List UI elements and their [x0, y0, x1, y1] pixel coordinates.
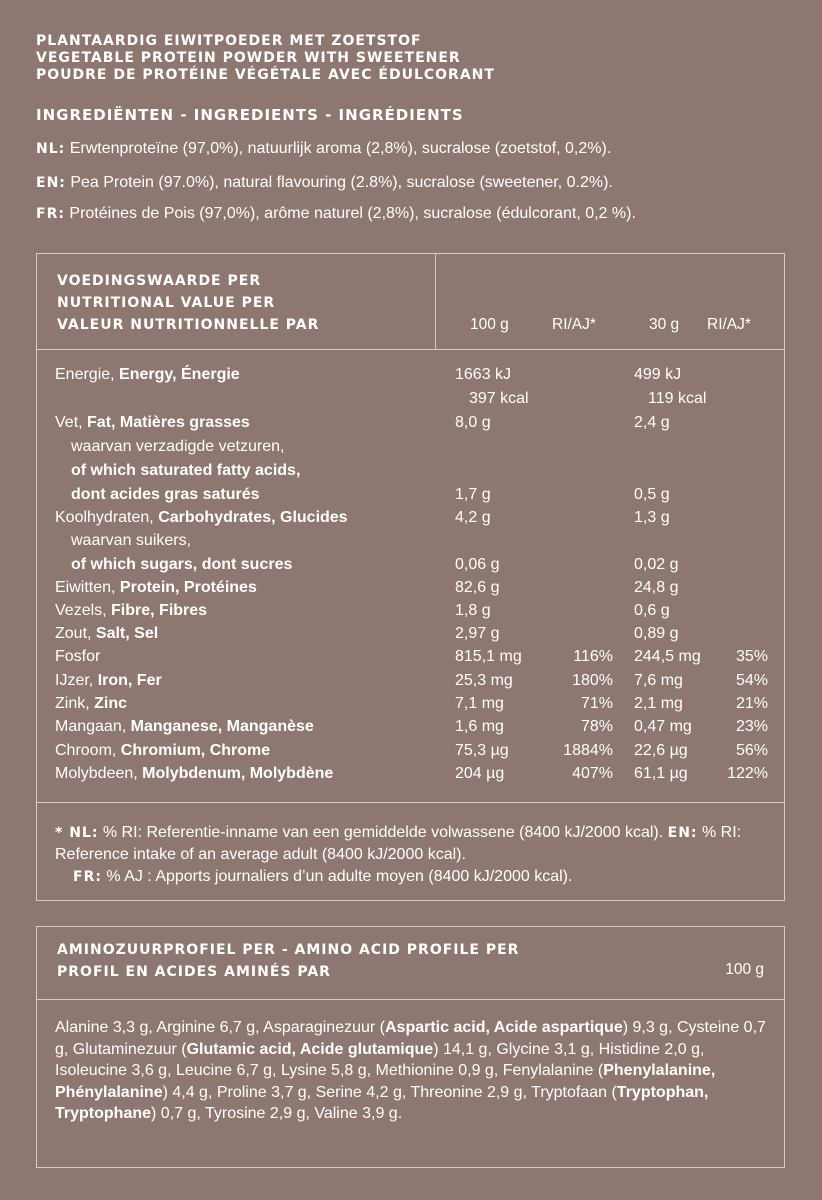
title-nl: PLANTAARDIG EIWITPOEDER MET ZOETSTOF: [36, 33, 422, 49]
amino-text-5: ) 0,7 g, Tyrosine 2,9 g, Valine 3,9 g.: [151, 1105, 403, 1122]
title-fr: POUDRE DE PROTÉINE VÉGÉTALE AVEC ÉDULCORANT: [36, 67, 495, 83]
footnote-nl-code: * NL:: [55, 825, 99, 841]
value-per-100g: 82,6 g: [455, 579, 500, 596]
value-per-100g: 25,3 mg: [455, 672, 513, 689]
nutrition-footnote: [55, 822, 775, 888]
value-per-30g: 0,89 g: [634, 625, 679, 642]
nutrition-header-en: NUTRITIONAL VALUE PER: [57, 295, 276, 311]
nutrition-row: [37, 414, 786, 437]
nutrient-label: [55, 509, 348, 527]
nutrient-label-nl: Chroom,: [55, 742, 121, 759]
nutrition-row: [37, 718, 786, 741]
nutrition-row: [37, 462, 786, 485]
nutrition-row: [37, 695, 786, 718]
nutrition-header-fr: VALEUR NUTRITIONNELLE PAR: [57, 317, 320, 333]
nutrition-row: [37, 556, 786, 579]
nutrient-label: [71, 462, 300, 480]
header-divider: [37, 349, 784, 350]
nutrient-label: [55, 366, 240, 384]
ri-per-30g: 54%: [735, 672, 768, 689]
amino-acid-table: [36, 926, 785, 1168]
nutrient-label-nl: waarvan verzadigde vetzuren,: [71, 438, 285, 455]
value-per-30g: 0,47 mg: [634, 718, 692, 735]
col-header-30g: 30 g: [649, 316, 680, 333]
nutrient-label: [55, 602, 207, 620]
ri-per-30g: 56%: [735, 742, 768, 759]
amino-text-3: ) 14,1 g, Glycine 3,1 g, Histidine 2,0 g, Isoleucine 3,6 g, Leucine 6,7 g, Lysine 5,8 g, Methionine 0,9 g, Fenylalanine (: [55, 1040, 705, 1079]
amino-text-2: ) 9,3 g, Cysteine 0,7 g, Glutaminezuur (: [55, 1019, 766, 1058]
lang-code-fr: FR:: [36, 206, 65, 222]
nutrient-label-en-fr: Chromium, Chrome: [120, 742, 271, 759]
amino-col-100g: 100 g: [725, 961, 764, 978]
value-per-30g: 0,02 g: [634, 556, 679, 573]
nutrient-label-nl: Eiwitten,: [55, 579, 120, 596]
nutrient-label-en-fr: Salt, Sel: [95, 625, 159, 642]
nutrient-label-nl: Koolhydraten,: [55, 509, 159, 526]
nutrition-row: [37, 648, 786, 671]
nutrient-label: [55, 765, 333, 783]
value-per-30g: 2,4 g: [634, 414, 670, 431]
nutrient-label-en-fr: Fibre, Fibres: [111, 602, 208, 619]
value-per-100g: 1,6 mg: [455, 718, 504, 735]
amino-header-line1: AMINOZUURPROFIEL PER - AMINO ACID PROFILE PER: [57, 942, 520, 958]
footnote-fr-code: FR:: [73, 869, 102, 885]
nutrient-label: [55, 414, 250, 432]
nutrient-label-en-fr: Protein, Protéines: [119, 579, 257, 596]
nutrient-label-nl: Vezels,: [55, 602, 112, 619]
value-per-30g: 244,5 mg: [634, 648, 701, 665]
amino-text-1: Alanine 3,3 g, Arginine 6,7 g, Asparaginezuur (: [55, 1019, 385, 1036]
nutrient-label-en-fr: Energy, Énergie: [119, 366, 240, 383]
value-per-30g: 0,5 g: [634, 486, 670, 503]
nutrient-label-nl: Mangaan,: [55, 718, 131, 735]
amino-header: [57, 939, 519, 983]
nutrient-label-en-fr: Manganese, Manganèse: [130, 718, 314, 735]
nutrient-label: [55, 625, 158, 643]
value-per-30g: 499 kJ: [634, 366, 682, 383]
nutrient-label: [71, 486, 260, 504]
value-per-30g: 7,6 mg: [634, 672, 683, 689]
nutrition-row: [37, 625, 786, 648]
nutrient-label-en-fr: Molybdenum, Molybdène: [142, 765, 334, 782]
value-per-30g: 119 kcal: [648, 390, 707, 407]
value-per-100g: 1,8 g: [455, 602, 491, 619]
ingredients-en: [36, 174, 613, 192]
nutrient-label-nl: IJzer,: [55, 672, 98, 689]
nutrient-label-nl: waarvan suikers,: [71, 532, 192, 549]
nutrition-row: [37, 742, 786, 765]
nutrient-label: [55, 672, 162, 690]
ingredients-nl: [36, 140, 611, 158]
nutrition-row: [37, 765, 786, 788]
footnote-en-text: % RI: Reference intake of an average adult (8400 kJ/2000 kcal).: [55, 824, 742, 863]
nutrition-row: [37, 390, 786, 413]
ingredients-nl-text: Erwtenproteïne (97,0%), natuurlijk aroma (2,8%), sucralose (zoetstof, 0,2%).: [69, 140, 612, 157]
value-per-100g: 75,3 µg: [455, 742, 509, 759]
amino-text-4-bold: Tryptophan, Tryptophane: [55, 1083, 709, 1122]
lang-code-en: EN:: [36, 175, 66, 191]
nutrient-label-nl: Zink,: [55, 695, 95, 712]
amino-text-1-bold: Aspartic acid, Acide aspartique: [385, 1019, 623, 1036]
ri-per-100g: 407%: [572, 765, 613, 782]
value-per-100g: 8,0 g: [455, 414, 491, 431]
value-per-100g: 4,2 g: [455, 509, 491, 526]
nutrient-label-en-fr: Carbohydrates, Glucides: [158, 509, 348, 526]
footnote-fr-text: % AJ : Apports journaliers d’un adulte moyen (8400 kJ/2000 kcal).: [101, 868, 573, 885]
value-per-100g: 397 kcal: [469, 390, 529, 407]
nutrition-row: [37, 486, 786, 509]
nutrient-label-en-fr: Zinc: [94, 695, 128, 712]
ri-per-100g: 78%: [580, 718, 613, 735]
amino-text-2-bold: Glutamic acid, Acide glutamique: [186, 1040, 434, 1058]
ri-per-30g: 122%: [727, 765, 768, 782]
nutrition-header: [57, 270, 319, 336]
ri-per-100g: 180%: [572, 672, 613, 689]
amino-text-3-bold: Phenylalanine, Phénylalanine: [55, 1062, 716, 1101]
value-per-30g: 0,6 g: [634, 602, 670, 619]
value-per-100g: 1,7 g: [455, 486, 491, 503]
nutrition-header-nl: VOEDINGSWAARDE PER: [57, 273, 262, 289]
value-per-30g: 2,1 mg: [634, 695, 683, 712]
value-per-100g: 2,97 g: [455, 625, 500, 642]
nutrient-label-en-fr: Fat, Matières grasses: [87, 414, 250, 431]
ri-per-30g: 21%: [735, 695, 768, 712]
nutrition-row: [37, 602, 786, 625]
value-per-100g: 7,1 mg: [455, 695, 504, 712]
nutrition-row: [37, 672, 786, 695]
nutrient-label: [71, 532, 191, 550]
nutrient-label-nl: Molybdeen,: [55, 765, 143, 782]
footnote-en-code: EN:: [667, 825, 698, 841]
value-per-30g: 61,1 µg: [634, 765, 688, 782]
value-per-30g: 1,3 g: [634, 509, 670, 526]
nutrient-label-en-fr: Iron, Fer: [97, 672, 162, 689]
ri-per-30g: 23%: [735, 718, 768, 735]
col-header-100g: 100 g: [470, 316, 509, 333]
col-header-ri-100g: RI/AJ*: [552, 316, 596, 333]
nutrition-row: [37, 532, 786, 555]
ingredients-fr-text: Protéines de Pois (97,0%), arôme naturel (2,8%), sucralose (édulcorant, 0,2 %).: [69, 205, 636, 222]
ri-per-100g: 71%: [580, 695, 613, 712]
nutrient-label-nl: Zout,: [55, 625, 96, 642]
nutrient-label: [71, 556, 292, 574]
ri-per-100g: 1884%: [563, 742, 613, 759]
footnote-divider: [37, 802, 784, 803]
nutrient-label-en-fr: dont acides gras saturés: [71, 486, 260, 503]
nutrient-label: [55, 742, 270, 760]
nutrient-label-nl: Energie,: [55, 366, 120, 383]
value-per-30g: 22,6 µg: [634, 742, 688, 759]
value-per-100g: 1663 kJ: [455, 366, 512, 383]
ri-per-30g: 35%: [735, 648, 768, 665]
ingredients-heading: INGREDIËNTEN - INGREDIENTS - INGRÉDIENTS: [36, 106, 464, 124]
amino-text-4: ) 4,4 g, Proline 3,7 g, Serine 4,2 g, Threonine 2,9 g, Tryptofaan (: [162, 1083, 617, 1101]
nutrient-label: [55, 648, 100, 666]
nutrition-row: [37, 509, 786, 532]
nutrition-row: [37, 438, 786, 461]
nutrient-label: [55, 695, 127, 713]
nutrition-row: [37, 579, 786, 602]
nutrient-label-en-fr: of which sugars, dont sucres: [71, 556, 293, 573]
nutrition-table: [36, 253, 785, 901]
value-per-30g: 24,8 g: [634, 579, 679, 596]
nutrient-label: [55, 579, 257, 597]
value-per-100g: 815,1 mg: [455, 648, 522, 665]
amino-acid-list: [55, 1017, 770, 1125]
nutrient-label: [71, 438, 284, 456]
value-per-100g: 204 µg: [455, 765, 505, 782]
lang-code-nl: NL:: [36, 141, 66, 157]
nutrient-label-en-fr: of which saturated fatty acids,: [71, 462, 301, 479]
ingredients-en-text: Pea Protein (97.0%), natural flavouring (2.8%), sucralose (sweetener, 0.2%).: [70, 174, 613, 191]
amino-header-line2: PROFIL EN ACIDES AMINÉS PAR: [57, 964, 331, 980]
product-titles: [36, 33, 495, 84]
header-divider-vertical: [435, 254, 436, 349]
amino-divider: [37, 999, 784, 1000]
nutrient-label-nl: Vet,: [55, 414, 88, 431]
col-header-ri-30g: RI/AJ*: [707, 316, 751, 333]
title-en: VEGETABLE PROTEIN POWDER WITH SWEETENER: [36, 50, 461, 66]
nutrient-label: [55, 718, 314, 736]
footnote-nl-text: % RI: Referentie-inname van een gemiddelde volwassene (8400 kJ/2000 kcal).: [98, 824, 668, 841]
value-per-100g: 0,06 g: [455, 556, 500, 573]
nutrient-label-nl: Fosfor: [55, 648, 101, 665]
ri-per-100g: 116%: [573, 648, 613, 665]
ingredients-fr: [36, 205, 636, 223]
nutrition-row: [37, 366, 786, 389]
